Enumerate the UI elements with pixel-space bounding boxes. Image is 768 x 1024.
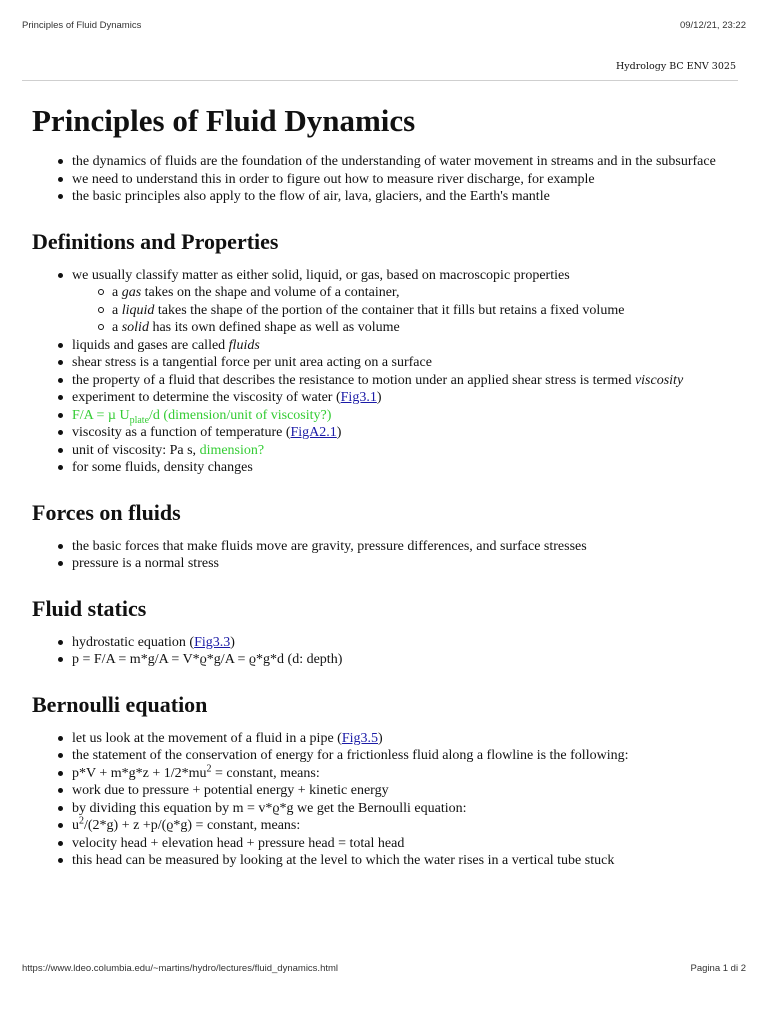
text-fragment: /(2*g) + z +p/(ϱ*g) = constant, means: bbox=[84, 818, 301, 833]
text-fragment: takes on the shape and volume of a container, bbox=[141, 285, 400, 300]
link-fig3-3[interactable]: Fig3.3 bbox=[194, 634, 231, 650]
text-fragment: the property of a fluid that describes the resistance to motion under an applied shear stress is termed bbox=[72, 372, 635, 388]
text-fragment: F/A = µ U bbox=[72, 407, 130, 423]
text-fragment: unit of viscosity: Pa s, bbox=[72, 442, 200, 458]
text-fragment: ) bbox=[376, 390, 382, 405]
text-fragment: takes the shape of the portion of the container that it fills but retains a fixed volume bbox=[154, 302, 625, 318]
text-fragment: has its own defined shape as well as volume bbox=[148, 320, 400, 335]
link-figa2-1[interactable]: FigA2.1 bbox=[290, 425, 337, 440]
text-fragment: a bbox=[112, 320, 122, 335]
footer-url: https://www.ldeo.columbia.edu/~martins/hydro/lectures/fluid_dynamics.html bbox=[22, 963, 339, 974]
list-item bbox=[72, 337, 738, 355]
section-heading-statics: Fluid statics bbox=[32, 595, 147, 621]
definitions-list bbox=[32, 267, 738, 477]
classify-text: we usually classify matter as either solid, liquid, or gas, based on macroscopic properties bbox=[72, 267, 570, 283]
list-item: shear stress is a tangential force per unit area acting on a surface bbox=[72, 354, 738, 372]
list-item: the dynamics of fluids are the foundation of the understanding of water movement in streams and in the subsurface bbox=[72, 153, 738, 171]
list-item bbox=[72, 372, 738, 390]
term-gas: gas bbox=[121, 285, 142, 300]
list-item bbox=[72, 424, 738, 442]
print-header-datetime: 09/12/21, 23:22 bbox=[679, 20, 746, 31]
text-fragment: ) bbox=[336, 425, 342, 440]
intro-list bbox=[32, 153, 738, 206]
text-fragment: a bbox=[112, 285, 122, 300]
list-item bbox=[72, 730, 738, 748]
list-item: this head can be measured by looking at the level to which the water rises in a vertical tube stuck bbox=[72, 852, 738, 870]
term-fluids: fluids bbox=[228, 337, 260, 353]
superscript-2: 2 bbox=[79, 815, 84, 827]
list-item: p = F/A = m*g/A = V*ϱ*g/A = ϱ*g*d (d: depth) bbox=[72, 651, 738, 669]
print-header-title: Principles of Fluid Dynamics bbox=[22, 20, 142, 31]
list-item bbox=[72, 267, 738, 337]
text-fragment: /d (dimension/unit of viscosity?) bbox=[149, 407, 332, 423]
statics-list bbox=[32, 634, 738, 669]
text-fragment: p*V + m*g*z + 1/2*mu bbox=[72, 765, 207, 781]
list-item-formula bbox=[72, 407, 738, 425]
text-fragment: experiment to determine the viscosity of water ( bbox=[72, 390, 341, 405]
term-viscosity: viscosity bbox=[634, 372, 684, 388]
list-item: work due to pressure + potential energy + kinetic energy bbox=[72, 782, 738, 800]
section-heading-definitions: Definitions and Properties bbox=[32, 228, 279, 254]
text-fragment: let us look at the movement of a fluid in a pipe ( bbox=[72, 730, 342, 746]
text-fragment: ) bbox=[230, 634, 235, 650]
list-item: velocity head + elevation head + pressure head = total head bbox=[72, 835, 738, 853]
section-heading-bernoulli: Bernoulli equation bbox=[32, 691, 208, 717]
sub-list-item bbox=[112, 319, 738, 337]
text-fragment: liquids and gases are called bbox=[72, 337, 229, 353]
list-item: for some fluids, density changes bbox=[72, 459, 738, 477]
superscript-2: 2 bbox=[206, 762, 212, 774]
forces-list bbox=[32, 538, 738, 573]
list-item bbox=[72, 634, 738, 652]
subscript-plate: plate bbox=[129, 414, 150, 426]
sub-list-item bbox=[112, 284, 738, 302]
bernoulli-list bbox=[32, 730, 738, 870]
term-liquid: liquid bbox=[121, 302, 155, 318]
link-fig3-1[interactable]: Fig3.1 bbox=[340, 390, 377, 405]
list-item: the basic forces that make fluids move are gravity, pressure differences, and surface stresses bbox=[72, 538, 738, 556]
list-item: by dividing this equation by m = v*ϱ*g we get the Bernoulli equation: bbox=[72, 800, 738, 818]
list-item: the basic principles also apply to the flow of air, lava, glaciers, and the Earth's mantle bbox=[72, 188, 738, 206]
list-item: pressure is a normal stress bbox=[72, 555, 738, 573]
print-header bbox=[22, 20, 746, 32]
text-fragment: = constant, means: bbox=[211, 765, 320, 781]
term-solid: solid bbox=[121, 320, 149, 335]
list-item bbox=[72, 762, 738, 783]
course-tag: Hydrology BC ENV 3025 bbox=[616, 61, 736, 72]
list-item: the statement of the conservation of energy for a frictionless fluid along a flowline is the following: bbox=[72, 747, 738, 765]
text-fragment: a bbox=[112, 302, 122, 318]
link-fig3-5[interactable]: Fig3.5 bbox=[341, 730, 379, 746]
dimension-question: dimension? bbox=[199, 442, 265, 458]
list-item bbox=[72, 817, 738, 835]
page-content bbox=[32, 100, 738, 892]
sub-list-item bbox=[112, 302, 738, 320]
text-fragment: hydrostatic equation ( bbox=[72, 634, 195, 650]
page-title: Principles of Fluid Dynamics bbox=[32, 103, 416, 138]
section-heading-forces: Forces on fluids bbox=[32, 499, 181, 525]
text-fragment: viscosity as a function of temperature ( bbox=[72, 425, 291, 440]
print-footer bbox=[22, 963, 746, 975]
footer-page-number: Pagina 1 di 2 bbox=[690, 963, 746, 974]
text-fragment: u bbox=[72, 818, 79, 833]
list-item: we need to understand this in order to figure out how to measure river discharge, for example bbox=[72, 171, 738, 189]
text-fragment: ) bbox=[378, 730, 383, 746]
list-item bbox=[72, 389, 738, 407]
states-sublist bbox=[72, 284, 738, 337]
list-item bbox=[72, 442, 738, 460]
header-divider bbox=[22, 80, 738, 81]
